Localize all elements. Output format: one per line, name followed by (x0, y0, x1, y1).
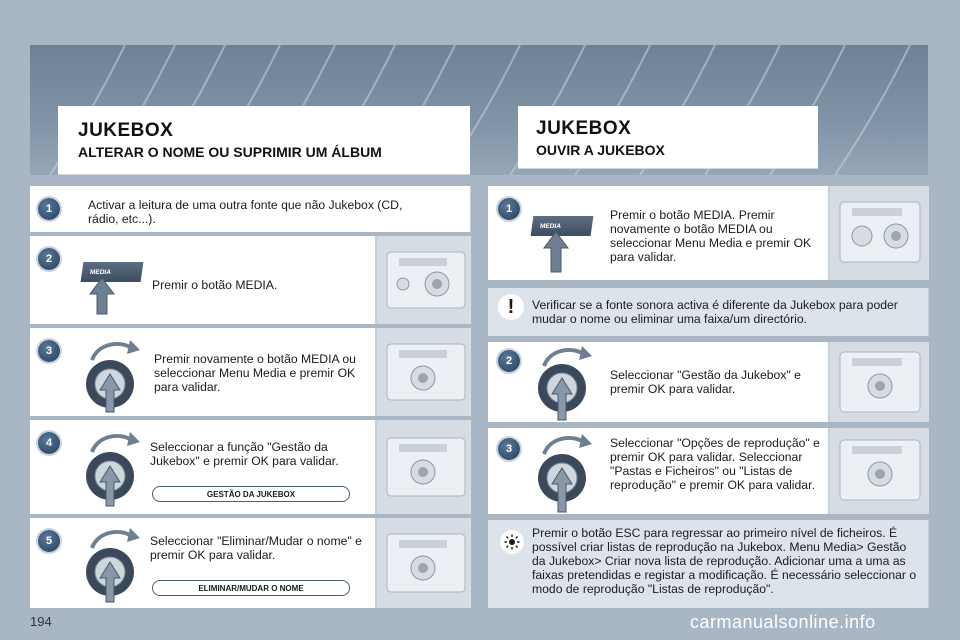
radio-device-icon (377, 236, 471, 324)
radio-device-icon (830, 428, 929, 514)
tip-text: Premir o botão ESC para regressar ao primeiro nível de ficheiros. É possível criar listas de reprodução na Jukebox. Menu Media> Gestão da Jukebox> Criar nova lista de reprodução. Adicionar uma a uma as faixas pretendidas e registar a modificação. É necessário seleccionar o modo de reprodução "Listas de reprodução". (532, 526, 917, 596)
device-panel-image (829, 186, 929, 280)
device-panel-image (376, 518, 471, 608)
step-text: Premir o botão MEDIA. (152, 278, 278, 292)
radio-device-icon (377, 328, 471, 416)
left-subtitle: ALTERAR O NOME OU SUPRIMIR UM ÁLBUM (78, 144, 382, 160)
device-panel-image (376, 420, 471, 514)
left-title: JUKEBOX (78, 120, 174, 141)
radio-device-icon (830, 186, 929, 280)
device-panel-image (829, 428, 929, 514)
step-text: Seleccionar "Opções de reprodução" e premir OK para validar. Seleccionar "Pastas e Ficheiros" ou "Listas de reprodução" e premir OK para validar. (610, 436, 820, 492)
sun-glyph-icon (504, 534, 520, 550)
left-step-1 (30, 186, 471, 232)
device-panel-image (829, 342, 929, 422)
left-step-4 (30, 420, 376, 514)
menu-option-pill: ELIMINAR/MUDAR O NOME (152, 580, 350, 596)
step-badge: 3 (498, 438, 520, 460)
right-step-2 (488, 342, 829, 422)
press-arrow-icon (542, 230, 570, 274)
step-badge: 2 (38, 248, 60, 270)
right-step-3 (488, 428, 829, 514)
step-badge: 3 (38, 340, 60, 362)
step-badge: 2 (498, 350, 520, 372)
radio-device-icon (830, 342, 929, 422)
right-title: JUKEBOX (536, 118, 632, 139)
device-panel-image (376, 328, 471, 416)
left-step-5 (30, 518, 376, 608)
device-panel-image (376, 236, 471, 324)
media-button-icon: MEDIA (81, 262, 144, 282)
watermark: carmanualsonline.info (690, 612, 876, 632)
step-badge: 4 (38, 432, 60, 454)
step-text: Premir novamente o botão MEDIA ou seleccionar Menu Media e premir OK para validar. (154, 352, 356, 394)
warning-icon: ! (498, 294, 524, 320)
step-badge: 5 (38, 530, 60, 552)
step-badge: 1 (498, 198, 520, 220)
media-button-icon: MEDIA (531, 216, 594, 236)
left-step-2 (30, 236, 376, 324)
sun-icon (500, 530, 524, 554)
step-text: Premir o botão MEDIA. Premir novamente o botão MEDIA ou seleccionar Menu Media e premir OK para validar. (610, 208, 812, 264)
step-text: Seleccionar a função "Gestão da Jukebox" e premir OK para validar. (150, 440, 339, 468)
tip-box (488, 520, 929, 608)
menu-option-pill: GESTÃO DA JUKEBOX (152, 486, 350, 502)
warning-box (488, 288, 929, 336)
left-step-3 (30, 328, 376, 416)
right-subtitle: OUVIR A JUKEBOX (536, 142, 665, 158)
left-title-card (58, 106, 470, 174)
step-badge: 1 (38, 198, 60, 220)
page-number: 194 (30, 614, 52, 629)
press-arrow-icon (88, 276, 116, 316)
radio-device-icon (377, 518, 471, 608)
radio-device-icon (377, 420, 471, 514)
right-title-card (518, 106, 818, 168)
step-text: Seleccionar "Gestão da Jukebox" e premir OK para validar. (610, 368, 801, 396)
step-text: Seleccionar "Eliminar/Mudar o nome" e premir OK para validar. (150, 534, 362, 562)
step-text: Activar a leitura de uma outra fonte que não Jukebox (CD, rádio, etc...). (88, 198, 403, 226)
right-step-1 (488, 186, 829, 280)
warning-text: Verificar se a fonte sonora activa é diferente da Jukebox para poder mudar o nome ou eliminar uma faixa/um directório. (532, 298, 898, 326)
